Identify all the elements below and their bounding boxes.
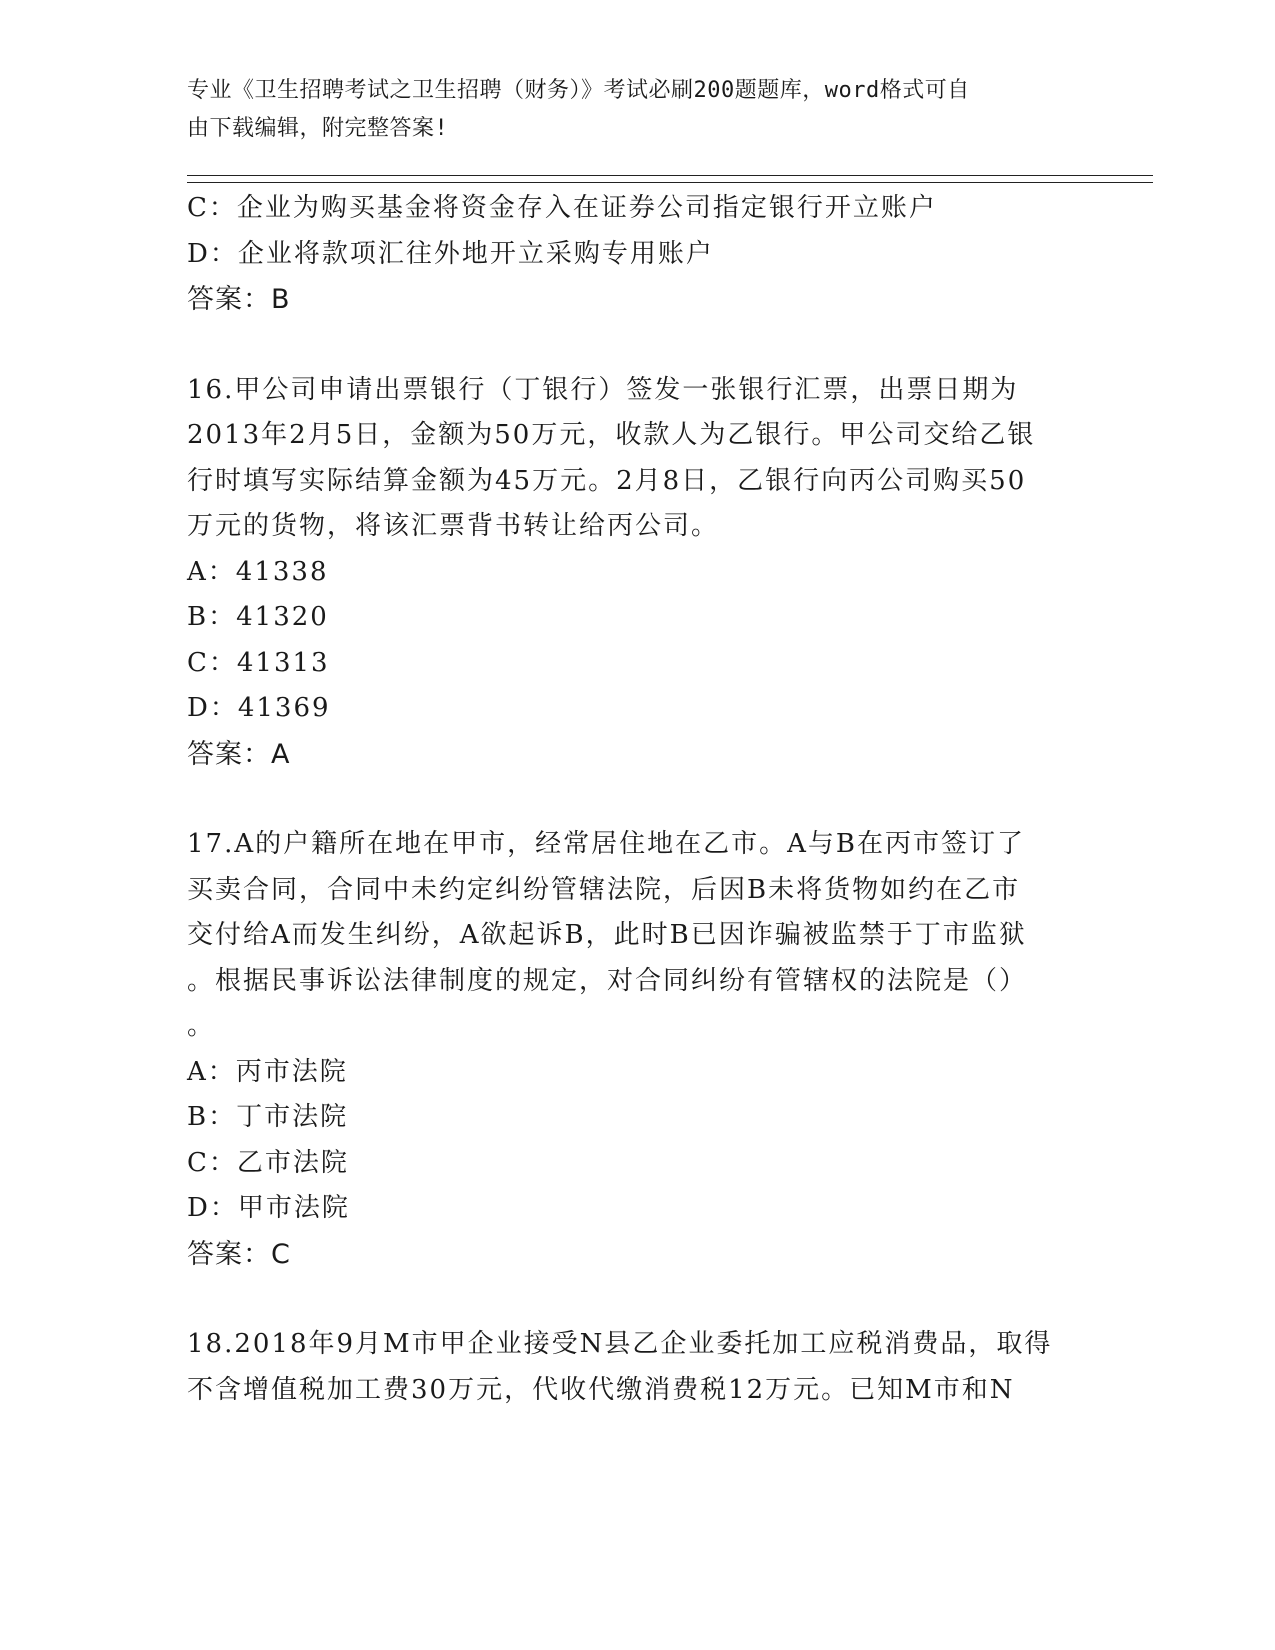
question-text-line: 。 [187, 1011, 216, 1041]
question-18 [187, 1322, 1087, 1413]
option-c: C：乙市法院 [187, 1147, 349, 1178]
option-d: D：41369 [187, 693, 331, 723]
option-b: B：41320 [187, 602, 329, 632]
document-body [187, 186, 1087, 1413]
header-line-2: 由下载编辑，附完整答案! [187, 116, 449, 141]
answer: 答案：A [187, 738, 291, 770]
option-c: C：41313 [187, 647, 330, 678]
question-17 [187, 822, 1087, 1277]
option-d: D：企业将款项汇往外地开立采购专用账户 [187, 238, 714, 269]
question-text-line: 万元的货物，将该汇票背书转让给丙公司。 [187, 511, 720, 541]
answer: 答案：B [187, 284, 291, 315]
question-text-line: 交付给A而发生纠纷，A欲起诉B，此时B已因诈骗被监禁于丁市监狱 [187, 920, 1027, 950]
header-rule-bottom [187, 182, 1153, 183]
question-text-line: 17.A的户籍所在地在甲市，经常居住地在乙市。A与B在丙市签订了 [187, 829, 1026, 859]
option-a: A：丙市法院 [187, 1056, 348, 1087]
option-c: C：企业为购买基金将资金存入在证券公司指定银行开立账户 [187, 193, 937, 223]
question-text-line: 16.甲公司申请出票银行（丁银行）签发一张银行汇票，出票日期为 [187, 374, 1019, 405]
question-text-line: 18.2018年9月M市甲企业接受N县乙企业委托加工应税消费品，取得 [187, 1329, 1053, 1359]
question-16 [187, 368, 1087, 778]
question-text-line: 买卖合同，合同中未约定纠纷管辖法院，后因B未将货物如约在乙市 [187, 874, 1021, 905]
question-text-line: 。根据民事诉讼法律制度的规定，对合同纠纷有管辖权的法院是（） [187, 965, 1028, 996]
option-a: A：41338 [187, 556, 329, 587]
document-header [187, 72, 1067, 148]
question-text-line: 行时填写实际结算金额为45万元。2月8日，乙银行向丙公司购买50 [187, 465, 1027, 496]
prev-question [187, 186, 1087, 323]
option-d: D：甲市法院 [187, 1193, 350, 1223]
header-rule-top [187, 175, 1153, 176]
answer: 答案：C [187, 1238, 291, 1270]
option-b: B：丁市法院 [187, 1102, 349, 1132]
question-text-line: 不含增值税加工费30万元，代收代缴消费税12万元。已知M市和N [187, 1374, 1015, 1405]
header-line-1: 专业《卫生招聘考试之卫生招聘（财务）》考试必刷200题题库，word格式可自 [187, 78, 970, 103]
question-text-line: 2013年2月5日，金额为50万元，收款人为乙银行。甲公司交给乙银 [187, 420, 1036, 450]
